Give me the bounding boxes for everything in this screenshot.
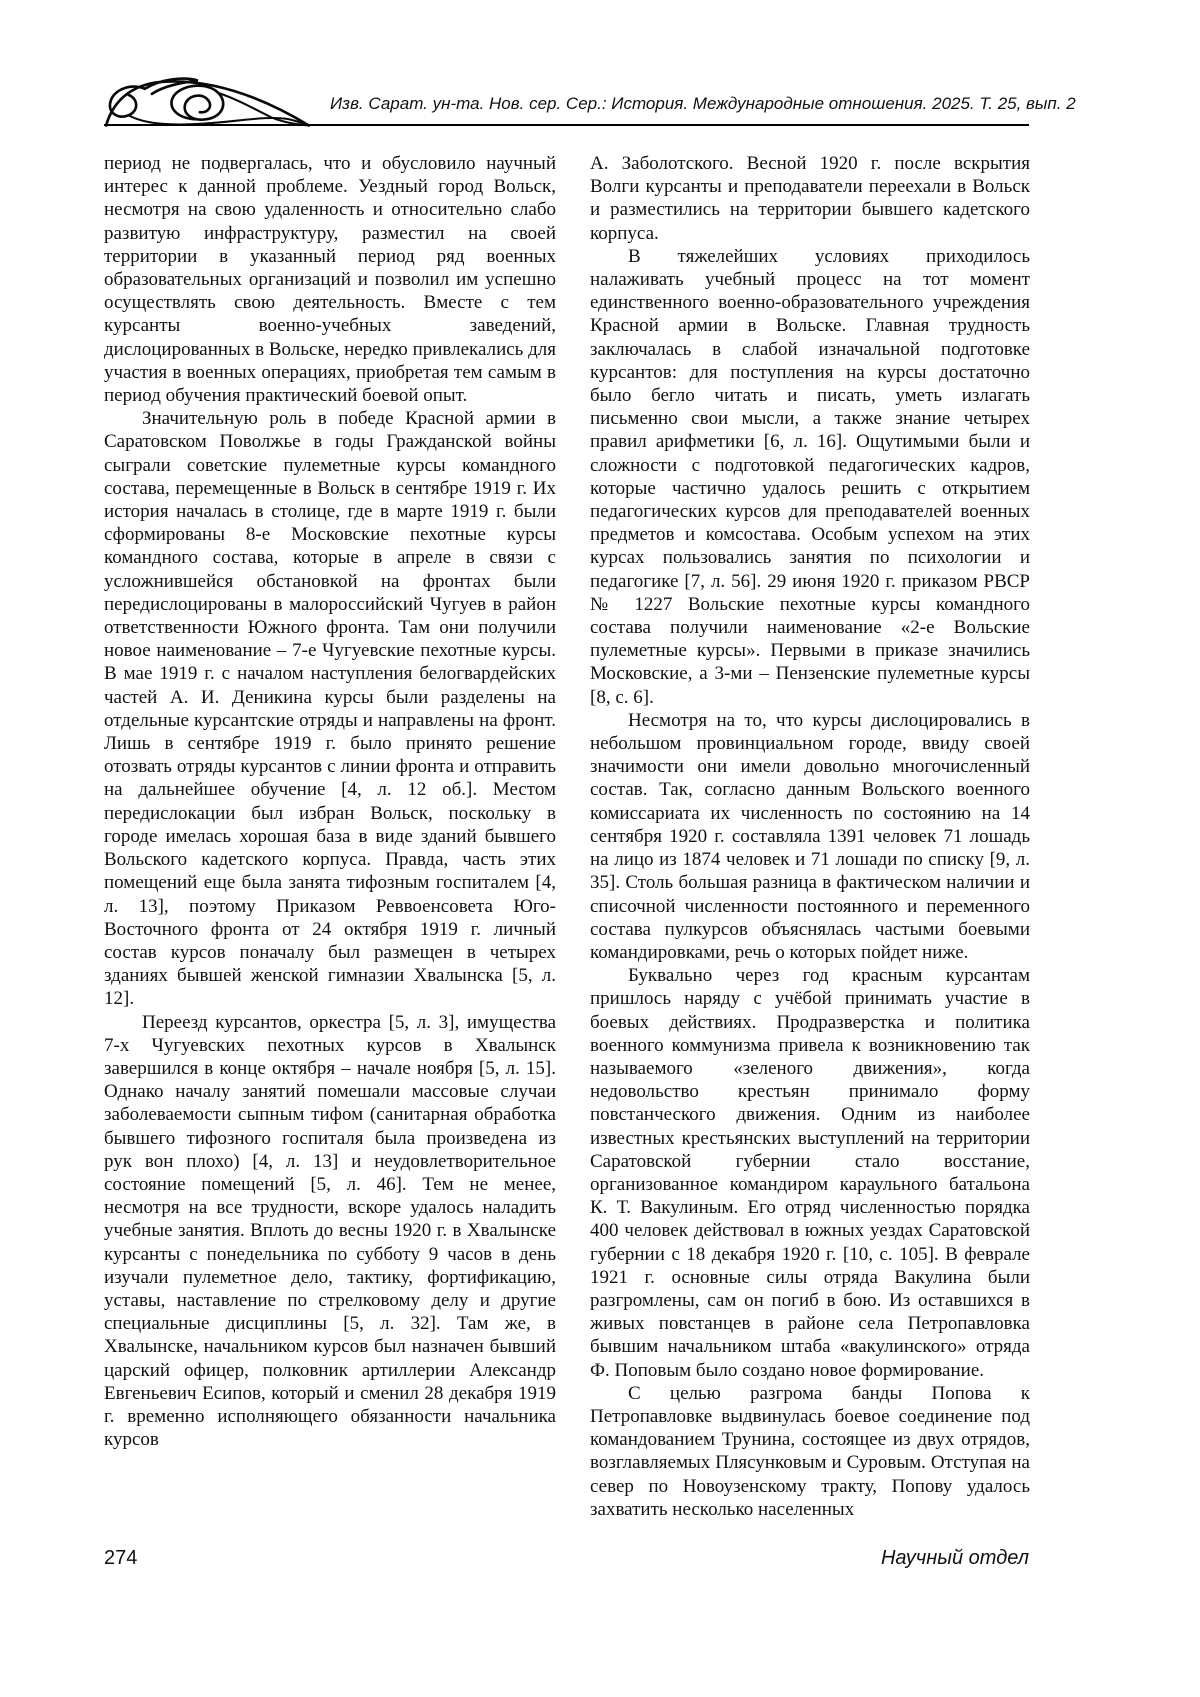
page-number: 274 bbox=[104, 1547, 138, 1569]
paragraph: В тяжелейших условиях приходилось налаживать учебный процесс на тот момент единственного военно-образовательного учреждения Красной армии в Вольске. Главная трудность заключалась в слабой изначальной подготовке курсантов: для поступления на курсы достаточно было бегло читать и писать, уметь излагать письменно свои мысли, а также знание четырех правил арифметики [6, л. 16]. Ощутимыми были и сложности с подготовкой педагогических кадров, которые частично удалось решить с открытием педагогических курсов для преподавателей военных предметов и комсостава. Особым успехом на этих курсах пользовались занятия по психологии и педагогике [7, л. 56]. 29 июня 1920 г. приказом РВСР № 1227 Вольские пехотные курсы командного состава получили наименование «2-е Вольские пулеметные курсы». Первыми в приказе значились Московские, а 3-ми – Пензенские пулеметные курсы [8, с. 6]. bbox=[590, 245, 1030, 708]
paragraph: Переезд курсантов, оркестра [5, л. 3], имущества 7-х Чугуевских пехотных курсов в Хвалынск завершился в конце октября – начале ноября [5, л. 15]. Однако началу занятий помешали массовые случаи заболеваемости сыпным тифом (санитарная обработка бывшего тифозного госпиталя была произведена из рук вон плохо) [4, л. 13] и неудовлетворительное состояние помещений [5, л. 46]. Тем не менее, несмотря на все трудности, вскоре удалось наладить учебные занятия. Вплоть до весны 1920 г. в Хвалынске курсанты с понедельника по субботу 9 часов в день изучали пулеметное дело, тактику, фортификацию, уставы, наставление по стрелковому делу и другие специальные дисциплины [5, л. 32]. Там же, в Хвалынске, начальником курсов был назначен бывший царский офицер, полковник артиллерии Александр Евгеньевич Есипов, который и сменил 28 декабря 1919 г. временно исполняющего обязанности начальника курсов bbox=[104, 1011, 556, 1451]
paragraph: А. Заболотского. Весной 1920 г. после вскрытия Волги курсанты и преподаватели переехали в Вольск и разместились на территории бывшего кадетского корпуса. bbox=[590, 153, 1030, 244]
paragraph: Несмотря на то, что курсы дислоцировались в небольшом провинциальном городе, ввиду своей значимости они имели довольно многочисленный состав. Так, согласно данным Вольского военного комиссариата их численность по состоянию на 14 сентября 1920 г. составляла 1391 человек 71 лошадь на лицо из 1874 человек и 71 лошади по списку [9, л. 35]. Столь большая разница в фактическом наличии и списочной численности постоянного и переменного состава пулкурсов объяснялась частыми боевыми командировками, речь о которых пойдет ниже. bbox=[590, 709, 1030, 963]
journal-header-line: Изв. Сарат. ун-та. Нов. сер. Сер.: История. Международные отношения. 2025. Т. 25, вып. 2 bbox=[330, 94, 1076, 113]
text-column-left bbox=[104, 152, 556, 1534]
paragraph: Буквально через год красным курсантам пришлось наряду с учёбой принимать участие в боевых действиях. Продразверстка и политика военного коммунизма привела к возникновению так называемого «зеленого движения», когда недовольство крестьян принимало форму повстанческого движения. Одним из наиболее известных крестьянских выступлений на территории Саратовской губернии стало восстание, организованное командиром караульного батальона К. Т. Вакулиным. Его отряд численностью порядка 400 человек действовал в южных уездах Саратовской губернии с 18 декабря 1920 г. [10, с. 105]. В феврале 1921 г. основные силы отряда Вакулина были разгромлены, сам он погиб в бою. Из оставшихся в живых повстанцев в районе села Петропавловка бывшим начальником штаба «вакулинского» отряда Ф. Поповым было создано новое формирование. bbox=[590, 965, 1030, 1381]
paragraph: период не подвергалась, что и обусловило научный интерес к данной проблеме. Уездный город Вольск, несмотря на свою удаленность и относительно слабо развитую инфраструктуру, разместил на своей территории в указанный период ряд военных образовательных организаций и позволил им успешно осуществлять свою деятельность. Вместе с тем курсанты военно-учебных заведений, дислоцированных в Вольске, нередко привлекались для участия в военных операциях, приобретая тем самым в период обучения практический боевой опыт. bbox=[104, 153, 556, 407]
journal-logo-ornament bbox=[100, 74, 314, 128]
text-column-right bbox=[590, 152, 1030, 1534]
paragraph: С целью разгрома банды Попова к Петропавловке выдвинулась боевое соединение под командованием Трунина, состоящее из двух отрядов, возглавляемых Плясунковым и Суровым. Отступая на север по Новоузенскому тракту, Попову удалось захватить несколько населенных bbox=[590, 1382, 1030, 1520]
paragraph: Значительную роль в победе Красной армии в Саратовском Поволжье в годы Гражданской войны сыграли советские пулеметные курсы командного состава, перемещенные в Вольск в сентябре 1919 г. Их история началась в столице, где в марте 1919 г. были сформированы 8-е Московские пехотные курсы командного состава, которые в апреле в связи с усложнившейся обстановкой на фронтах были передислоцированы в малороссийский Чугуев в район ответственности Южного фронта. Там они получили новое наименование – 7-е Чугуевские пехотные курсы. В мае 1919 г. с началом наступления белогвардейских частей А. И. Деникина курсы были разделены на отдельные курсантские отряды и направлены на фронт. Лишь в сентябре 1919 г. было принято решение отозвать отряды курсантов с линии фронта и отправить на дальнейшее обучение [4, л. 12 об.]. Местом передислокации был избран Вольск, поскольку в городе имелась хорошая база в виде зданий бывшего Вольского кадетского корпуса. Правда, часть этих помещений еще была занята тифозным госпиталем [4, л. 13], поэтому Приказом Реввоенсовета Юго-Восточного фронта от 24 октября 1919 г. личный состав курсов поначалу был размещен в четырех зданиях бывшей женской гимназии Хвалынска [5, л. 12]. bbox=[104, 408, 556, 1010]
header-rule bbox=[104, 124, 1029, 126]
section-label: Научный отдел bbox=[880, 1547, 1029, 1569]
